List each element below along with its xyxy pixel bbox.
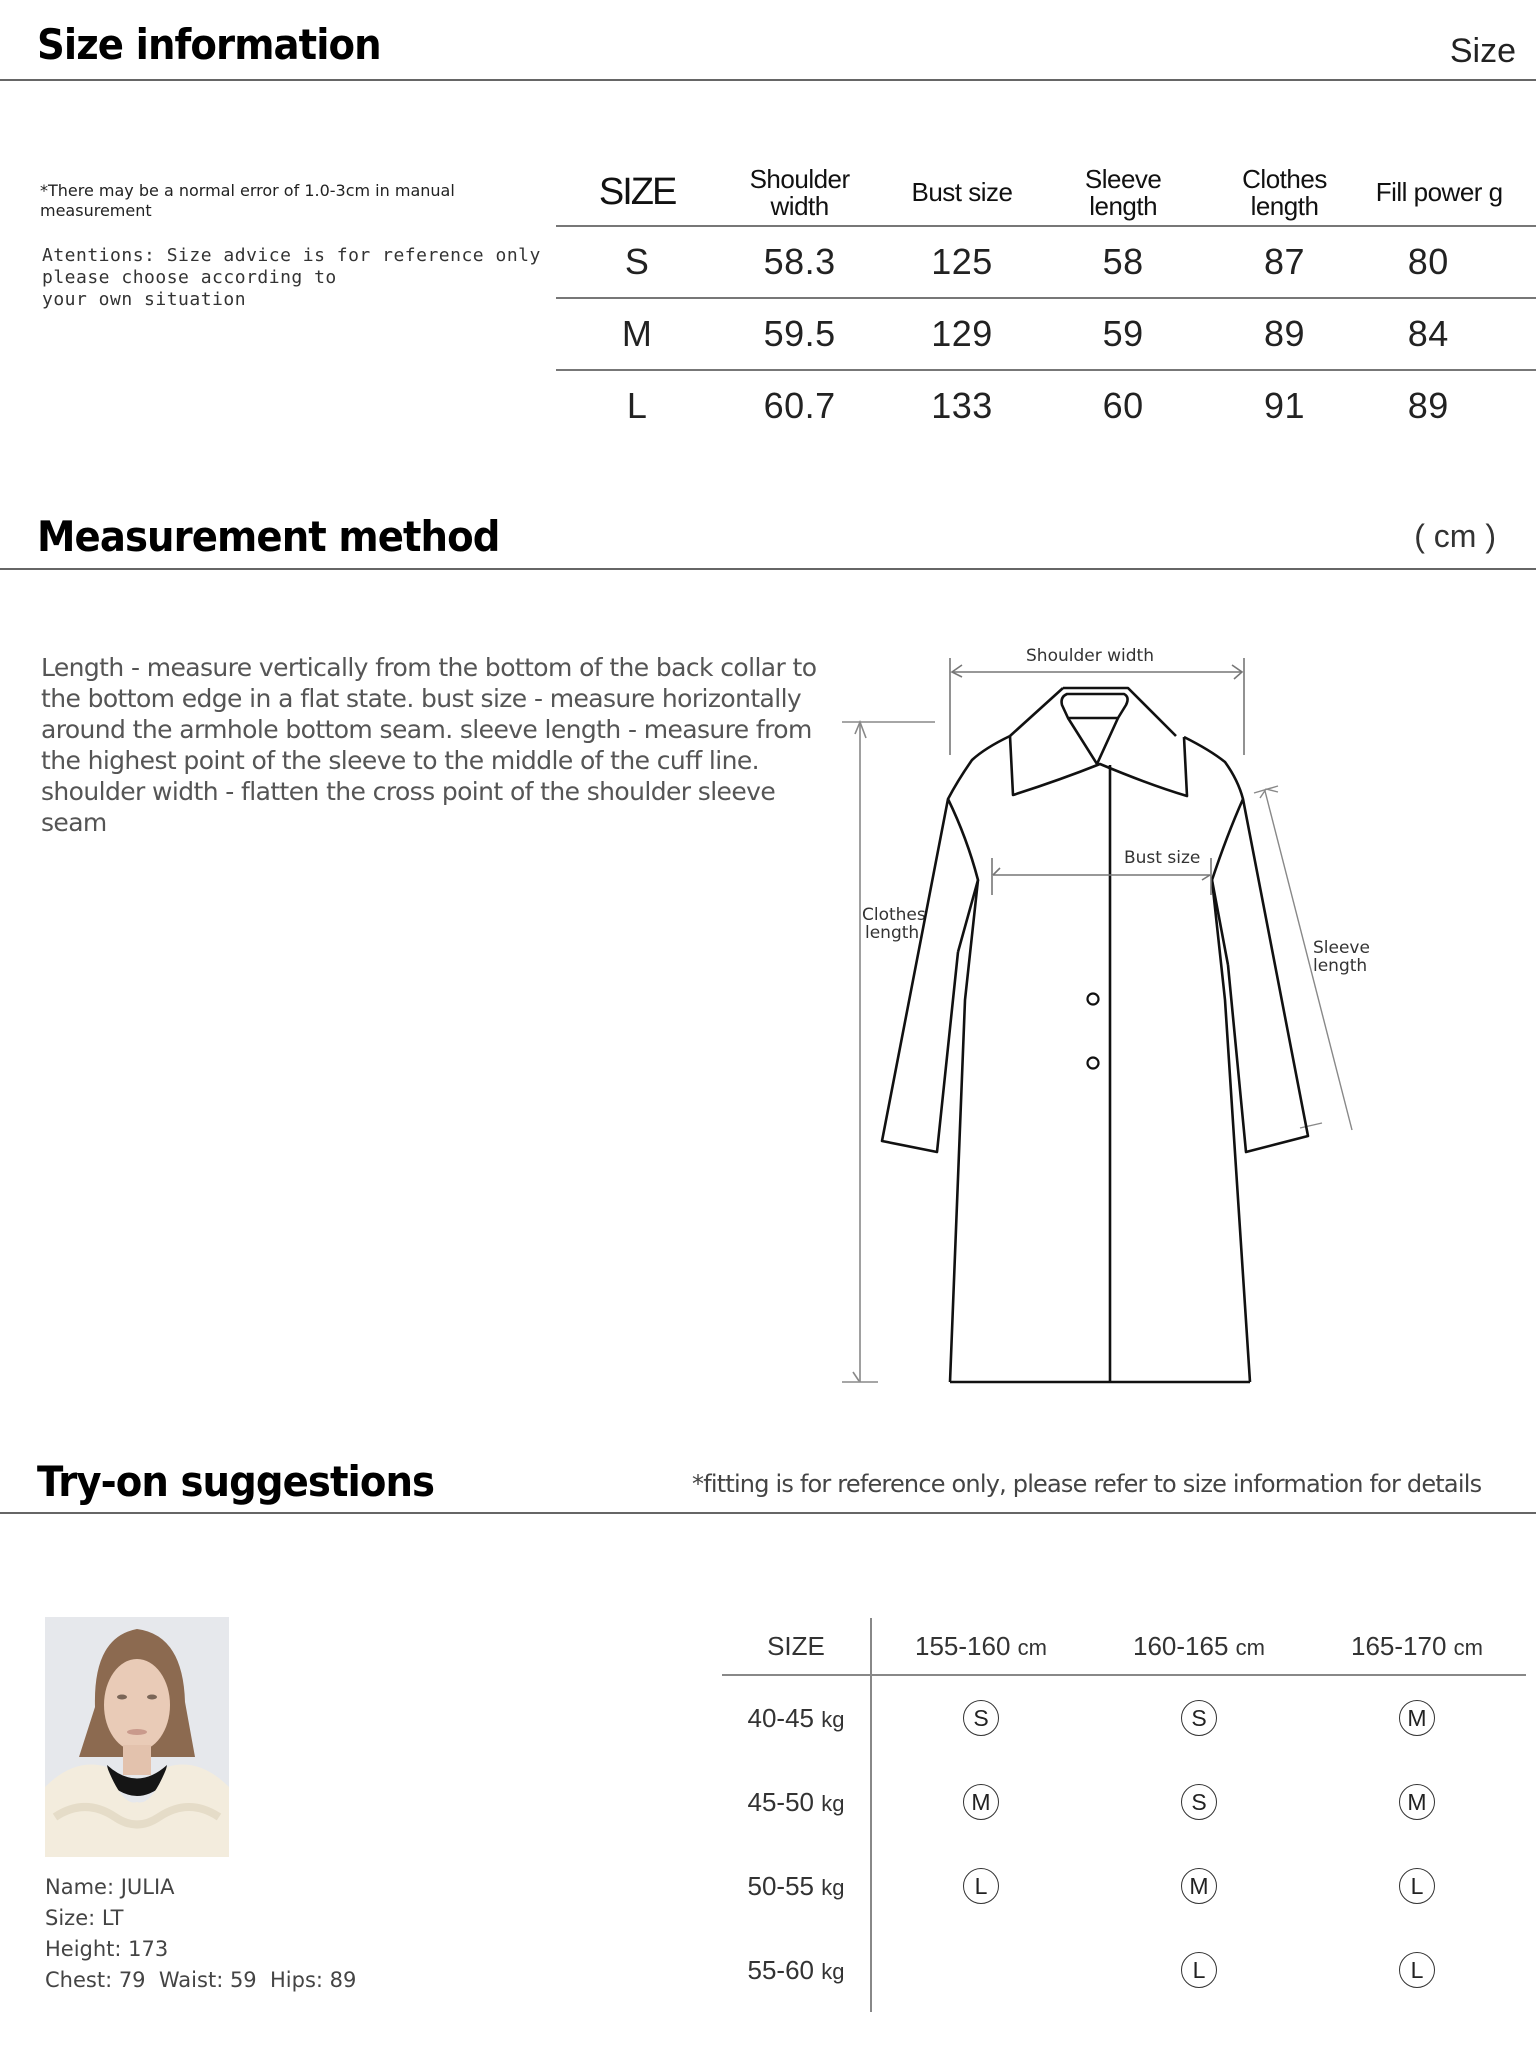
sleeve-length-cell: 59 [1043,298,1203,370]
unit-label: ( cm ) [1414,518,1496,554]
bust-size-cell: 125 [881,226,1043,298]
size-suggestion-cell [1090,1760,1308,1844]
size-suggestion-cell [1090,1844,1308,1928]
column-header-height: 155-160 cm [871,1618,1090,1675]
divider [0,568,1536,570]
shoulder-width-cell: 58.3 [718,226,881,298]
weight-range-cell: 45-50 kg [722,1760,871,1844]
button-icon [1088,1058,1099,1069]
section-title-size-information: Size information [37,20,381,69]
attention-line: please choose according to [42,267,337,288]
table-row [556,226,1536,298]
fit-header-row [722,1618,1526,1675]
column-header-height: 165-170 cm [1308,1618,1526,1675]
table-row [556,370,1536,441]
weight-range-cell: 40-45 kg [722,1675,871,1760]
size-cell: L [556,370,718,441]
table-row [722,1928,1526,2012]
sleeve-length-cell: 58 [1043,226,1203,298]
coat-outline [882,688,1308,1382]
model-photo [45,1617,229,1857]
size-cell: S [556,226,718,298]
bust-size-label: Bust size [1124,848,1201,868]
size-suggestion-cell [871,1928,1090,2012]
size-chart-table [556,160,1536,441]
size-badge: S [1181,1784,1217,1820]
measurement-error-note: *There may be a normal error of 1.0-3cm in manual measurement [40,181,455,220]
divider [0,79,1536,81]
column-header-size: SIZE [722,1618,871,1675]
table-row [722,1760,1526,1844]
fit-suggestion-table [722,1618,1526,2012]
clothes-length-cell: 89 [1203,298,1365,370]
size-badge: M [1399,1700,1435,1736]
table-row [722,1844,1526,1928]
table-row [722,1675,1526,1760]
model-size: Size: LT [45,1906,124,1930]
shoulder-width-cell: 59.5 [718,298,881,370]
size-badge: S [963,1700,999,1736]
shoulder-width-dimension [950,658,1244,755]
attention-line: your own situation [42,289,247,310]
size-suggestion-cell [871,1760,1090,1844]
size-badge: M [963,1784,999,1820]
model-height: Height: 173 [45,1937,169,1961]
divider [0,1512,1536,1514]
clothes-length-cell: 91 [1203,370,1365,441]
section-title-measurement-method: Measurement method [37,512,500,561]
clothes-length-label-1: Clothes [862,905,926,925]
size-badge: M [1399,1784,1435,1820]
coat-measurement-diagram [830,630,1390,1390]
size-suggestion-cell [1090,1928,1308,2012]
size-suggestion-cell [1308,1675,1526,1760]
fill-power-cell: 80 [1366,226,1536,298]
clothes-length-dimension [842,722,935,1382]
size-chart-header-row [556,160,1536,226]
bust-size-cell: 129 [881,298,1043,370]
sleeve-length-label-1: Sleeve [1313,938,1370,958]
measurement-description: Length - measure vertically from the bottom of the back collar to the bottom edge in a flat state. bust size - measure horizontally around the armhole bottom seam. sleeve length - measure from the highest point of the sleeve to the middle of the cuff line. shoulder width - flatten the cross point of the shoulder sleeve seam [41,653,817,837]
button-icon [1088,994,1099,1005]
size-badge: L [963,1868,999,1904]
size-suggestion-cell [1090,1675,1308,1760]
bust-size-cell: 133 [881,370,1043,441]
weight-range-cell: 50-55 kg [722,1844,871,1928]
size-label: Size [1449,32,1516,70]
sleeve-length-cell: 60 [1043,370,1203,441]
clothes-length-label-2: length [865,923,920,943]
model-name: Name: JULIA [45,1875,175,1899]
shoulder-width-cell: 60.7 [718,370,881,441]
size-badge [964,1950,998,1984]
size-badge: L [1181,1952,1217,1988]
table-row [556,298,1536,370]
model-measurements: Chest: 79 Waist: 59 Hips: 89 [45,1968,357,1992]
weight-range-cell: 55-60 kg [722,1928,871,2012]
clothes-length-cell: 87 [1203,226,1365,298]
fitting-disclaimer: *fitting is for reference only, please refer to size information for details [692,1470,1482,1498]
size-suggestion-cell [1308,1760,1526,1844]
attention-note [42,245,541,311]
column-header-bust-size: Bust size [911,177,1013,207]
section-title-try-on-suggestions: Try-on suggestions [37,1457,435,1506]
shoulder-width-label: Shoulder width [1026,646,1154,666]
size-badge: S [1181,1700,1217,1736]
column-header-fill-power: Fill power g [1375,177,1503,207]
column-header-height: 160-165 cm [1090,1618,1308,1675]
column-header-clothes-length: Clothes length [1242,163,1327,221]
fill-power-cell: 84 [1366,298,1536,370]
size-cell: M [556,298,718,370]
size-badge: L [1399,1868,1435,1904]
size-badge: L [1399,1952,1435,1988]
attention-line: Atentions: Size advice is for reference only [42,245,541,266]
column-header-shoulder-width: Shoulder width [749,163,850,221]
model-portrait-image [45,1617,229,1857]
size-suggestion-cell [1308,1928,1526,2012]
column-header-size: SIZE [598,171,676,213]
sleeve-length-label-2: length [1313,956,1368,976]
size-suggestion-cell [871,1844,1090,1928]
model-info [45,1872,356,1996]
size-badge: M [1181,1868,1217,1904]
column-header-sleeve-length: Sleeve length [1084,163,1162,221]
size-suggestion-cell [871,1675,1090,1760]
size-suggestion-cell [1308,1844,1526,1928]
fill-power-cell: 89 [1366,370,1536,441]
